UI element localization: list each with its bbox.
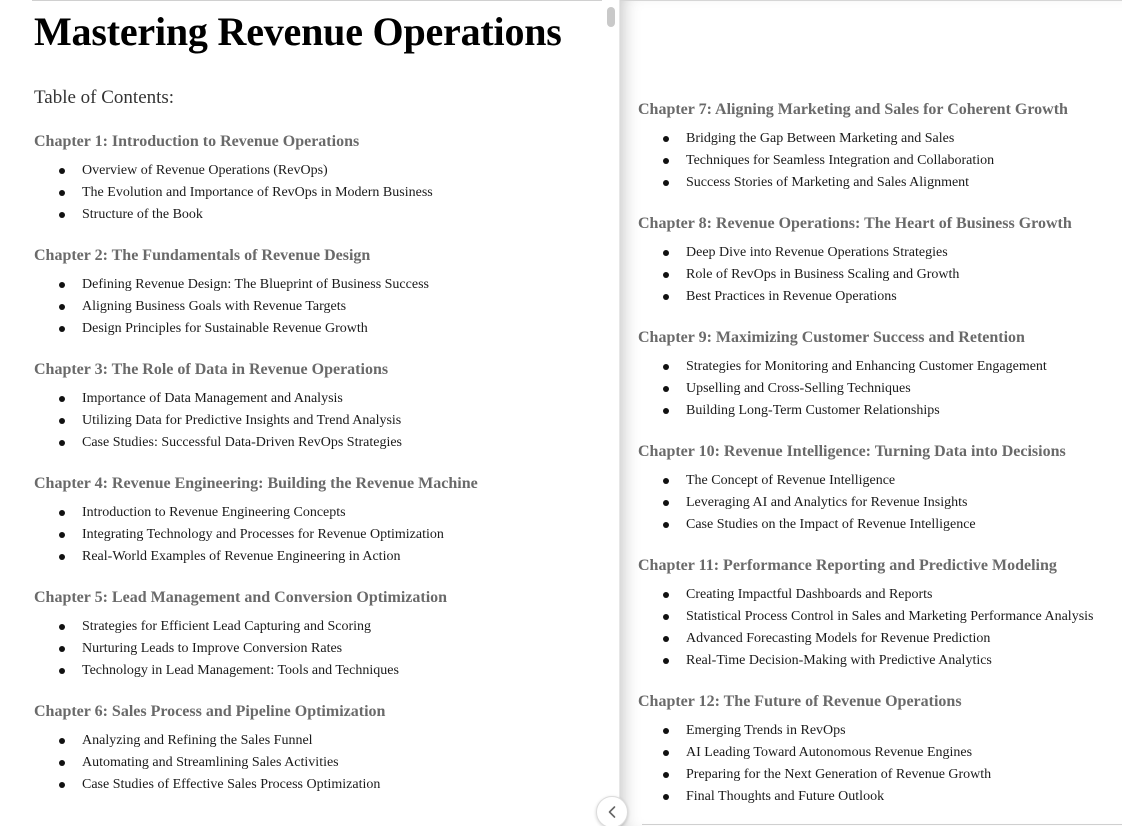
page-right [620,0,1122,826]
list-item-text: Deep Dive into Revenue Operations Strategies [686,245,948,260]
list-item [638,378,1047,400]
list-item-text: Strategies for Efficient Lead Capturing and Scoring [82,619,371,634]
chapter-title: Chapter 4: Revenue Engineering: Building the Revenue Machine [34,475,478,492]
bullet-icon [59,282,65,288]
list-item [638,584,1093,606]
bullet-icon [663,592,669,598]
list-item [34,388,402,410]
chapter-items [638,128,1068,194]
chapter-5 [34,588,447,682]
chapter-items [638,584,1093,672]
list-item [638,356,1047,378]
list-item-text: Success Stories of Marketing and Sales Alignment [686,175,970,190]
bullet-icon [59,418,65,424]
list-item [34,182,433,204]
chapter-2 [34,246,429,340]
list-item-text: Technology in Lead Management: Tools and Techniques [82,663,399,678]
list-item [34,204,433,226]
list-item-text: Upselling and Cross-Selling Techniques [686,381,911,396]
chapter-9 [638,328,1047,422]
list-item-text: Creating Impactful Dashboards and Reports [686,587,933,602]
chevron-left-icon [607,805,617,819]
chapter-items [638,356,1047,422]
list-item [638,628,1093,650]
list-item-text: Leveraging AI and Analytics for Revenue Insights [686,495,968,510]
bullet-icon [663,794,669,800]
collapse-panel-button[interactable] [596,796,628,826]
list-item-text: Defining Revenue Design: The Blueprint of Business Success [82,277,429,292]
list-item [638,242,1072,264]
chapter-title: Chapter 9: Maximizing Customer Success and Retention [638,329,1025,346]
bullet-icon [663,294,669,300]
bullet-icon [59,510,65,516]
list-item-text: The Evolution and Importance of RevOps in Modern Business [82,185,433,200]
bullet-icon [59,554,65,560]
chapter-1 [34,132,433,226]
list-item-text: Best Practices in Revenue Operations [686,289,897,304]
bullet-icon [663,272,669,278]
chapter-4 [34,474,478,568]
bullet-icon [663,250,669,256]
chapter-8 [638,214,1072,308]
list-item [34,432,402,454]
bullet-icon [59,760,65,766]
chapter-title: Chapter 10: Revenue Intelligence: Turning Data into Decisions [638,443,1066,460]
list-item-text: Structure of the Book [82,207,203,222]
chapter-items [34,274,429,340]
list-item-text: Real-Time Decision-Making with Predictive Analytics [686,653,992,668]
chapter-title: Chapter 3: The Role of Data in Revenue Operations [34,361,389,378]
chapter-title: Chapter 1: Introduction to Revenue Operations [34,133,360,150]
bullet-icon [59,168,65,174]
bullet-icon [663,522,669,528]
list-item [34,502,478,524]
list-item-text: Importance of Data Management and Analysis [82,391,343,406]
list-item-text: Design Principles for Sustainable Revenue Growth [82,321,368,336]
list-item-text: Integrating Technology and Processes for Revenue Optimization [82,527,444,542]
list-item-text: Nurturing Leads to Improve Conversion Rates [82,641,343,656]
chapter-items [34,730,385,796]
chapter-3 [34,360,402,454]
bullet-icon [663,408,669,414]
list-item [638,514,1066,536]
list-item-text: Techniques for Seamless Integration and Collaboration [686,153,995,168]
bullet-icon [663,614,669,620]
bullet-icon [59,782,65,788]
bullet-icon [59,190,65,196]
list-item-text: Statistical Process Control in Sales and Marketing Performance Analysis [686,609,1094,624]
list-item-text: Building Long-Term Customer Relationships [686,403,940,418]
bullet-icon [663,772,669,778]
list-item-text: AI Leading Toward Autonomous Revenue Engines [686,745,973,760]
list-item [638,764,991,786]
bullet-icon [59,532,65,538]
chapter-title: Chapter 6: Sales Process and Pipeline Optimization [34,703,386,720]
chapter-title: Chapter 12: The Future of Revenue Operations [638,693,962,710]
bullet-icon [59,212,65,218]
list-item-text: Introduction to Revenue Engineering Concepts [82,505,346,520]
chapter-7 [638,100,1068,194]
toc-label: Table of Contents: [34,87,175,108]
list-item-text: Emerging Trends in RevOps [686,723,846,738]
bullet-icon [663,636,669,642]
bullet-icon [663,158,669,164]
bullet-icon [59,440,65,446]
list-item [638,172,1068,194]
list-item-text: Case Studies of Effective Sales Process Optimization [82,777,381,792]
list-item [34,774,385,796]
page-bottom-rule [642,824,1122,825]
list-item-text: Utilizing Data for Predictive Insights and Trend Analysis [82,413,402,428]
chapter-items [34,502,478,568]
bullet-icon [663,180,669,186]
bullet-icon [59,304,65,310]
bullet-icon [59,668,65,674]
list-item-text: Final Thoughts and Future Outlook [686,789,885,804]
bullet-icon [663,136,669,142]
chapter-6 [34,702,385,796]
list-item-text: Aligning Business Goals with Revenue Targets [82,299,347,314]
list-item [34,752,385,774]
list-item [34,660,447,682]
chapter-title: Chapter 5: Lead Management and Conversion Optimization [34,589,448,606]
chapter-title: Chapter 2: The Fundamentals of Revenue Design [34,247,371,264]
book-title: Mastering Revenue Operations [34,9,562,54]
list-item [34,296,429,318]
chapter-items [34,388,402,454]
chapter-11 [638,556,1093,672]
list-item [638,720,991,742]
list-item [34,730,385,752]
list-item-text: Preparing for the Next Generation of Revenue Growth [686,767,992,782]
list-item [34,160,433,182]
bullet-icon [663,364,669,370]
chapter-10 [638,442,1066,536]
list-item [638,470,1066,492]
chapter-title: Chapter 8: Revenue Operations: The Heart of Business Growth [638,215,1072,232]
list-item [638,606,1093,628]
list-item-text: Case Studies on the Impact of Revenue Intelligence [686,517,976,532]
list-item [34,524,478,546]
list-item-text: Advanced Forecasting Models for Revenue Prediction [686,631,991,646]
list-item-text: Real-World Examples of Revenue Engineering in Action [82,549,401,564]
bullet-icon [663,728,669,734]
list-item [34,274,429,296]
chapter-12 [638,692,991,808]
list-item [638,742,991,764]
chapter-title: Chapter 11: Performance Reporting and Predictive Modeling [638,557,1057,574]
bullet-icon [663,750,669,756]
list-item-text: Overview of Revenue Operations (RevOps) [82,163,328,178]
chapter-title: Chapter 7: Aligning Marketing and Sales for Coherent Growth [638,101,1068,118]
chapter-items [34,160,433,226]
scrollbar-thumb[interactable] [607,7,615,27]
bullet-icon [59,738,65,744]
list-item [638,264,1072,286]
chapter-items [638,470,1066,536]
list-item [638,650,1093,672]
bullet-icon [59,396,65,402]
list-item-text: Strategies for Monitoring and Enhancing Customer Engagement [686,359,1047,374]
list-item-text: Role of RevOps in Business Scaling and Growth [686,267,960,282]
list-item-text: Automating and Streamlining Sales Activities [82,755,339,770]
list-item [34,616,447,638]
chapter-items [34,616,447,682]
list-item [638,400,1047,422]
list-item [34,546,478,568]
list-item [638,128,1068,150]
list-item [34,638,447,660]
bullet-icon [663,478,669,484]
list-item [34,410,402,432]
list-item [34,318,429,340]
bullet-icon [663,500,669,506]
list-item [638,492,1066,514]
list-item-text: Analyzing and Refining the Sales Funnel [82,733,313,748]
page-top-rule [32,0,602,1]
bullet-icon [663,386,669,392]
list-item [638,286,1072,308]
list-item [638,786,991,808]
chapter-items [638,720,991,808]
list-item [638,150,1068,172]
bullet-icon [59,624,65,630]
chapter-items [638,242,1072,308]
list-item-text: Case Studies: Successful Data-Driven RevOps Strategies [82,435,402,450]
list-item-text: The Concept of Revenue Intelligence [686,473,896,488]
bullet-icon [59,326,65,332]
list-item-text: Bridging the Gap Between Marketing and Sales [686,131,955,146]
bullet-icon [663,658,669,664]
bullet-icon [59,646,65,652]
